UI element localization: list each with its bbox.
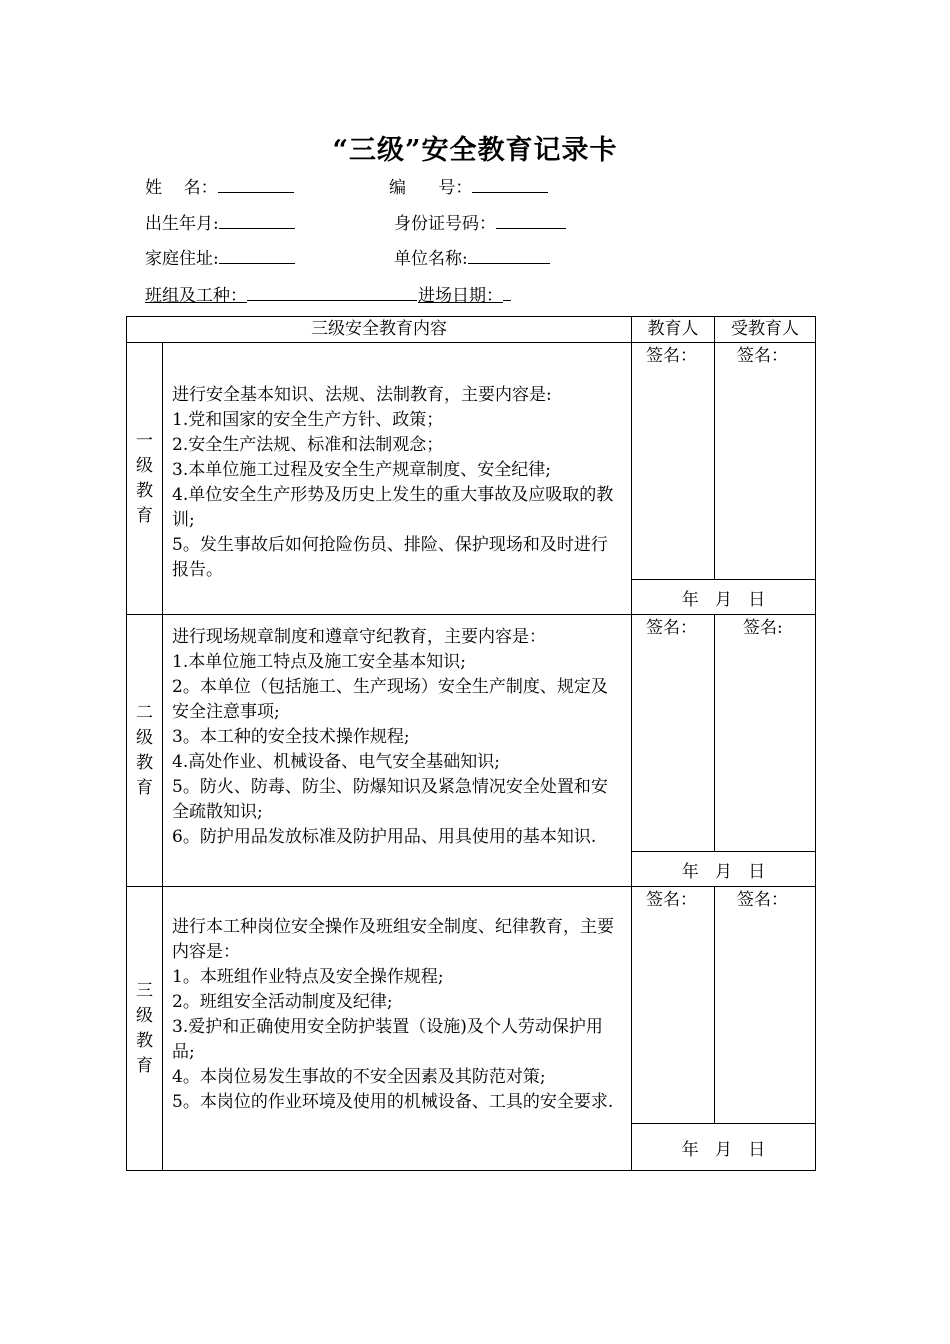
level-1-line-4: 3.本单位施工过程及安全生产规章制度、安全纪律; — [172, 459, 551, 480]
level-1-line-1: 进行安全基本知识、法规、法制教育，主要内容是: — [172, 384, 552, 405]
level-1-label — [127, 343, 163, 615]
level-3-content — [163, 887, 632, 1171]
serial-blank[interactable] — [472, 174, 548, 193]
level-2-line-7: 6。防护用品发放标准及防护用品、用具使用的基本知识. — [172, 827, 597, 847]
name-blank[interactable] — [218, 174, 294, 193]
level-3-char-2: 级 — [136, 1005, 153, 1026]
level-1-date[interactable] — [632, 580, 816, 615]
level-3-label — [127, 887, 163, 1171]
level-1-char-1: 一 — [136, 430, 153, 451]
level-2-label — [127, 615, 163, 887]
level-1-date-text: 年 月 日 — [681, 589, 766, 610]
level-2-char-2: 级 — [136, 727, 153, 748]
entry-date-blank[interactable] — [503, 282, 511, 301]
level-2-line-2: 1.本单位施工特点及施工安全基本知识; — [172, 652, 466, 672]
header-content: 三级安全教育内容 — [127, 317, 632, 343]
level-1-line-2: 1.党和国家的安全生产方针、政策； — [172, 409, 444, 430]
level-3-line-6: 5。本岗位的作业环境及使用的机械设备、工具的安全要求. — [172, 1092, 614, 1112]
level-3-char-3: 教 — [136, 1030, 153, 1051]
level-2-line-1: 进行现场规章制度和遵章守纪教育，主要内容是： — [172, 627, 546, 647]
name-field — [145, 174, 294, 200]
level-2-line-4: 3。本工种的安全技术操作规程; — [172, 727, 410, 747]
level-3-line-1: 进行本工种岗位安全操作及班组安全制度、纪律教育，主要内容是： — [172, 917, 614, 962]
level-3-educator-sign[interactable]: 签名： — [632, 887, 715, 1124]
birth-blank[interactable] — [219, 210, 295, 229]
id-number-field — [394, 210, 566, 236]
entry-date-field — [418, 282, 511, 308]
level-2-line-6: 5。防火、防毒、防尘、防爆知识及紧急情况安全处置和安全疏散知识; — [172, 777, 608, 822]
level-3-line-4: 3.爱护和正确使用安全防护装置（设施)及个人劳动保护用品; — [172, 1017, 603, 1062]
level-3-row — [127, 887, 816, 1124]
name-label: 姓 名： — [145, 178, 218, 198]
level-3-date[interactable] — [632, 1124, 816, 1171]
level-2-educator-sign[interactable]: 签名： — [632, 615, 715, 852]
id-number-blank[interactable] — [496, 210, 566, 229]
education-record-table — [126, 316, 816, 1171]
page-title: “三级”安全教育记录卡 — [332, 135, 618, 166]
level-3-char-1: 三 — [136, 980, 153, 1001]
birth-field — [145, 210, 295, 236]
level-2-line-5: 4.高处作业、机械设备、电气安全基础知识; — [172, 752, 500, 772]
level-2-date-text: 年 月 日 — [681, 861, 766, 882]
level-3-line-2: 1。本班组作业特点及安全操作规程; — [172, 967, 444, 987]
employer-label: 单位名称: — [394, 249, 468, 269]
level-2-row — [127, 615, 816, 852]
address-blank[interactable] — [219, 245, 295, 264]
level-2-char-4: 育 — [136, 777, 153, 798]
level-1-line-5: 4.单位安全生产形势及历史上发生的重大事故及应吸取的教训; — [172, 484, 614, 530]
team-trade-label: 班组及工种： — [145, 286, 247, 306]
employer-field — [394, 245, 550, 271]
team-trade-blank[interactable] — [247, 282, 417, 301]
level-1-char-2: 级 — [136, 455, 153, 476]
entry-date-label: 进场日期： — [418, 286, 503, 306]
employer-blank[interactable] — [468, 245, 550, 264]
birth-label: 出生年月: — [145, 214, 219, 234]
level-3-char-4: 育 — [136, 1055, 153, 1076]
level-1-line-6: 5。发生事故后如何抢险伤员、排险、保护现场和及时进行报告。 — [172, 534, 608, 580]
level-2-date[interactable] — [632, 852, 816, 887]
level-1-line-3: 2.安全生产法规、标准和法制观念； — [172, 434, 444, 455]
level-2-char-3: 教 — [136, 752, 153, 773]
table-header-row — [127, 317, 816, 343]
address-label: 家庭住址: — [145, 249, 219, 269]
level-1-content — [163, 343, 632, 615]
team-trade-field — [145, 282, 417, 308]
level-1-row — [127, 343, 816, 580]
address-field — [145, 245, 295, 271]
id-number-label: 身份证号码： — [394, 214, 496, 234]
level-1-educator-sign[interactable]: 签名： — [632, 343, 715, 580]
header-trainee: 受教育人 — [715, 317, 816, 343]
level-2-line-3: 2。本单位（包括施工、生产现场）安全生产制度、规定及安全注意事项; — [172, 677, 608, 722]
level-3-line-3: 2。班组安全活动制度及纪律; — [172, 992, 393, 1012]
serial-field — [389, 174, 548, 200]
header-educator: 教育人 — [632, 317, 715, 343]
level-3-line-5: 4。本岗位易发生事故的不安全因素及其防范对策; — [172, 1067, 546, 1087]
level-2-char-1: 二 — [136, 702, 153, 723]
level-3-trainee-sign[interactable]: 签名： — [715, 887, 816, 1124]
level-1-char-3: 教 — [136, 480, 153, 501]
level-2-content — [163, 615, 632, 887]
level-1-trainee-sign[interactable]: 签名： — [715, 343, 816, 580]
level-1-char-4: 育 — [136, 505, 153, 526]
serial-label: 编 号： — [389, 178, 473, 198]
level-3-date-text: 年 月 日 — [681, 1139, 766, 1160]
level-2-trainee-sign[interactable]: 签名: — [715, 615, 816, 852]
